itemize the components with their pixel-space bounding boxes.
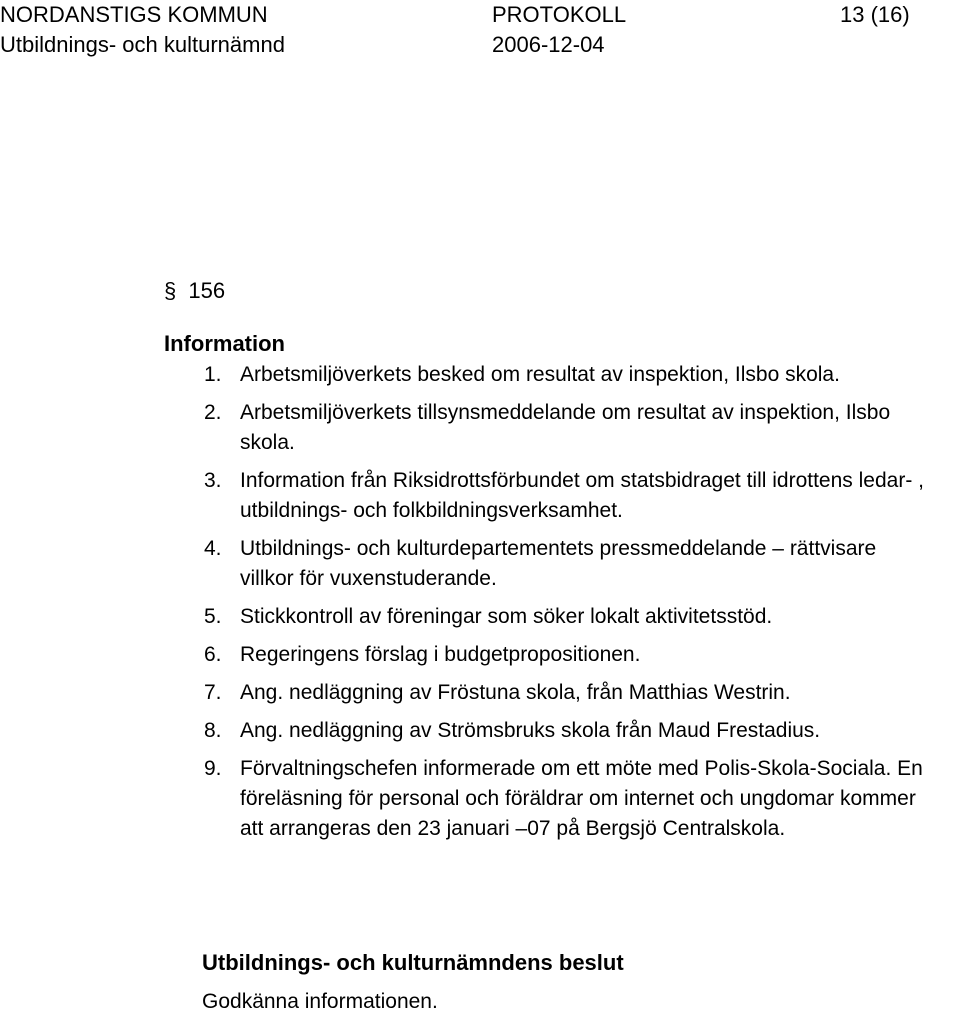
info-list <box>204 360 924 852</box>
list-item <box>204 398 924 458</box>
list-item <box>204 678 924 708</box>
item-number: 9. <box>204 757 222 780</box>
list-item <box>204 466 924 526</box>
header-doc-type: PROTOKOLL <box>492 2 627 27</box>
header-page-number: 13 (16) <box>840 2 910 27</box>
decision-text: Godkänna informationen. <box>202 990 438 1013</box>
section-heading: Information <box>164 331 285 356</box>
item-number: 8. <box>204 719 222 742</box>
paragraph-number <box>164 276 225 306</box>
item-number: 3. <box>204 469 222 492</box>
list-item <box>204 360 924 390</box>
list-item <box>204 534 924 594</box>
list-item <box>204 640 924 670</box>
decision-heading: Utbildnings- och kulturnämndens beslut <box>202 950 624 975</box>
item-text: Förvaltningschefen informerade om ett möte med Polis-Skola-Sociala. En föreläsning för personal och föräldrar om internet och ungdomar kommer att arrangeras den 23 januari –07 på Bergsjö Centralskola. <box>240 757 923 840</box>
paragraph-number-value: 156 <box>188 278 226 303</box>
list-item <box>204 754 924 844</box>
list-item <box>204 602 924 632</box>
item-text: Stickkontroll av föreningar som söker lokalt aktivitetsstöd. <box>240 605 773 628</box>
item-number: 7. <box>204 681 222 704</box>
item-text: Arbetsmiljöverkets besked om resultat av inspektion, Ilsbo skola. <box>240 363 840 386</box>
item-number: 2. <box>204 401 222 424</box>
item-text: Information från Riksidrottsförbundet om statsbidraget till idrottens ledar- , utbildnings- och folkbildningsverksamhet. <box>240 469 924 522</box>
list-item <box>204 716 924 746</box>
item-text: Ang. nedläggning av Fröstuna skola, från Matthias Westrin. <box>240 681 791 704</box>
item-number: 6. <box>204 643 222 666</box>
item-text: Ang. nedläggning av Strömsbruks skola från Maud Frestadius. <box>240 719 821 742</box>
item-text: Arbetsmiljöverkets tillsynsmeddelande om resultat av inspektion, Ilsbo skola. <box>240 401 891 454</box>
item-number: 1. <box>204 363 222 386</box>
item-text: Utbildnings- och kulturdepartementets pressmeddelande – rättvisare villkor för vuxenstuderande. <box>240 537 877 590</box>
item-text: Regeringens förslag i budgetpropositionen. <box>240 643 641 666</box>
paragraph-sign: § <box>164 278 177 303</box>
header-committee: Utbildnings- och kulturnämnd <box>0 32 285 57</box>
header-org: NORDANSTIGS KOMMUN <box>0 2 268 27</box>
header-date: 2006-12-04 <box>492 32 605 57</box>
item-number: 5. <box>204 605 222 628</box>
item-number: 4. <box>204 537 222 560</box>
